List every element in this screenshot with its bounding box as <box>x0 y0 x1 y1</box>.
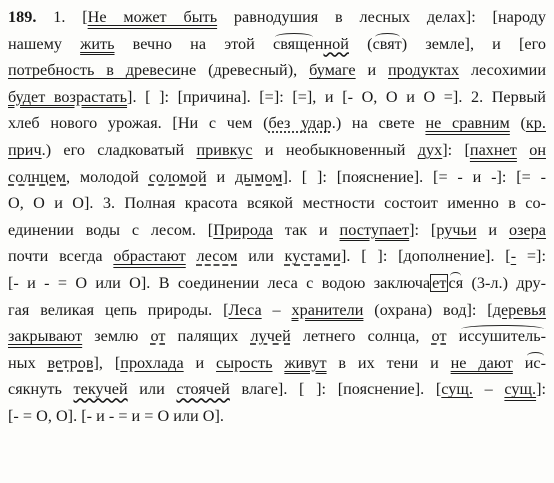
subject: сырость <box>216 353 273 372</box>
text-line-7: солнцем, молодой соломой и дымом]. [ ]: [пояснение]. [= - и -]: [= - <box>8 167 546 186</box>
text-line-15: сякнуть текучей или стоячей влаге]. [ ]: [пояснение]. [сущ. – сущ.]: <box>8 380 546 399</box>
object: от <box>431 327 447 346</box>
subject: по <box>8 61 25 80</box>
object: соломой <box>148 167 207 186</box>
predicate: Не может быть <box>87 8 218 26</box>
ending-box: ет <box>432 273 447 292</box>
text-line-13: закрывают землю от палящих лучей летнего солнца, от иссушитель- <box>8 323 546 350</box>
note: прич <box>8 140 42 159</box>
predicate: поступает <box>339 220 410 239</box>
text-line-6: прич.) его сладковатый привкус и необыкновенный дух]: [пахнет он <box>8 140 546 159</box>
object: кустами <box>284 247 341 266</box>
object: ветров <box>47 353 94 372</box>
predicate: хранители <box>291 300 364 319</box>
text-line-8: О, О и О]. 3. Полная красота всякой местности состоит именно в со- <box>8 194 546 213</box>
text-line-10: почти всегда обрастают лесом или кустами]. [ ]: [дополнение]. [- =]: <box>8 247 546 266</box>
object: лесом <box>196 247 238 266</box>
adverbial: без удар <box>268 114 332 133</box>
predicate: жить <box>80 34 115 53</box>
text-line-9: единении воды с лесом. [Природа так и поступает]: [ручьи и озера <box>8 220 547 239</box>
subject: Леса <box>228 300 262 319</box>
predicate: закрывают <box>8 327 83 346</box>
subject: он <box>529 140 546 159</box>
predicate: пахнет <box>469 140 517 159</box>
subject: привкус <box>196 140 253 159</box>
subject: деревья <box>492 300 547 319</box>
object: от <box>150 327 166 346</box>
predicate: не сравним <box>425 114 510 133</box>
text-line-2: нашему жить вечно на этой священной ( свят) земле], и [его <box>8 31 546 58</box>
exercise-number: 189. <box>8 8 37 26</box>
subject-marker: - <box>510 247 517 266</box>
text-line-12: гая великая цепь природы. [Леса – хранители (охрана) вод]: [деревья <box>8 300 547 319</box>
morpheme-arc: иссушитель- <box>458 327 547 346</box>
definition: текучей <box>73 380 128 399</box>
morpheme-arc: свят <box>372 34 402 53</box>
text-line-14: ных ветров], [прохлада и сырость живут в их тени и не дают ис- <box>8 350 546 377</box>
subject: прохлада <box>120 353 184 372</box>
note: кр. <box>525 114 546 133</box>
definition: ной <box>323 34 349 53</box>
subject: Природа <box>213 220 273 239</box>
subject: озера <box>508 220 547 239</box>
definition: стоячей <box>176 380 230 399</box>
object: дымом <box>235 167 283 186</box>
subject: продуктах <box>388 61 460 80</box>
text-line-4: будет возрастать]. [ ]: [причина]. [=]: [=], и [- О, О и О =]. 2. Первый <box>8 87 546 106</box>
subject: сущ. <box>441 380 473 399</box>
object: солнцем <box>8 167 67 186</box>
text-line-16: [- = О, О]. [- и - = и = О или О]. <box>8 406 224 425</box>
subject: ручьи <box>436 220 477 239</box>
text-line-3: потребность в древесине (древесный), бумаге и продуктах лесохимии <box>8 61 546 80</box>
predicate: не дают <box>450 353 513 372</box>
morpheme-arc: ся <box>448 273 464 292</box>
morpheme-arc: свяще <box>273 34 315 53</box>
predicate: живут <box>284 353 327 372</box>
predicate: сущ. <box>504 380 537 399</box>
predicate: обрастают <box>113 247 186 266</box>
morpheme-arc: ис- <box>524 353 546 372</box>
predicate: будет возрастать <box>8 87 128 106</box>
text-line-11: [- и - = О или О]. В соединении леса с водою заключа ет ся (3-л.) дру- <box>8 270 546 297</box>
text-line-5: хлеб нового урожая. [Ни с чем (без удар.) на свете не сравним (кр. <box>8 114 546 133</box>
object: лучей <box>250 327 291 346</box>
subject: требность в древеси <box>24 61 181 80</box>
subject: бумаге <box>309 61 356 80</box>
text-line-1: 189. 1. [Не может быть равнодушия в лесных делах]: [народу <box>8 8 546 26</box>
subject: дух <box>417 140 443 159</box>
